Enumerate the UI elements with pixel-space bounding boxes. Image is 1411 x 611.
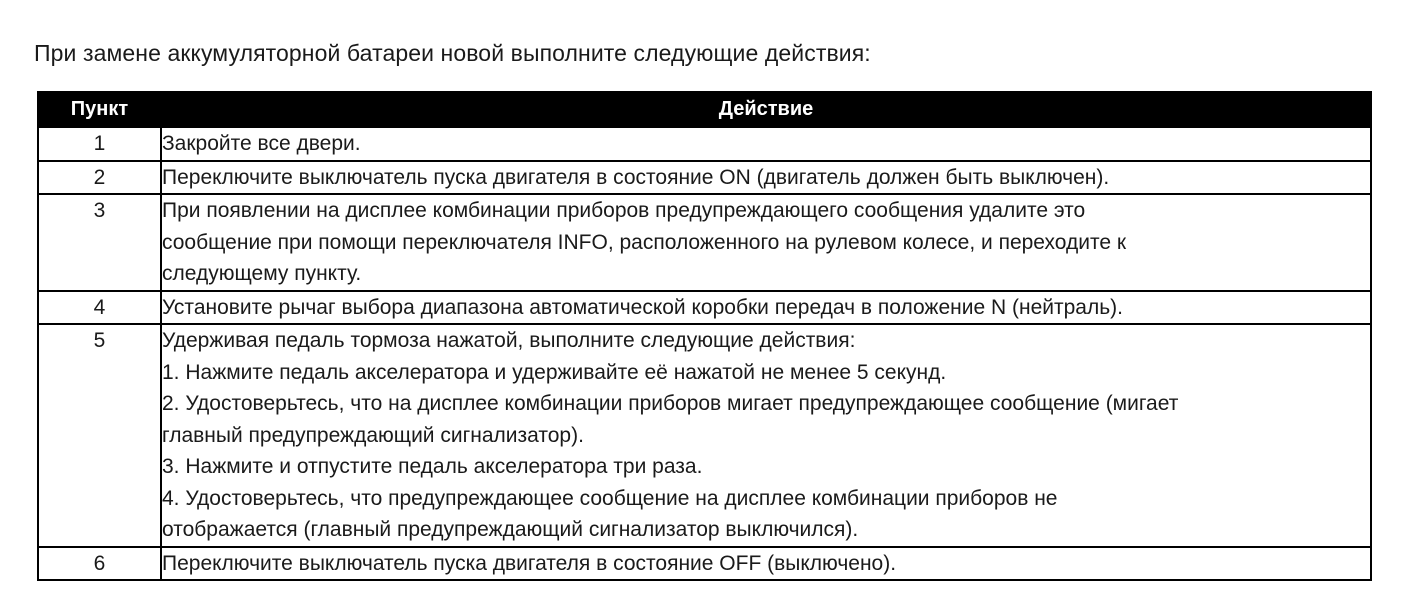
step-action-line: Установите рычаг выбора диапазона автоматической коробки передач в положение N (нейтраль). <box>162 295 1123 319</box>
step-action-line: Переключите выключатель пуска двигателя в состояние OFF (выключено). <box>162 551 897 575</box>
step-action <box>161 324 1371 547</box>
step-action-line: Закройте все двери. <box>162 132 361 155</box>
step-number: 4 <box>38 291 161 325</box>
table-row <box>38 161 1371 195</box>
step-action <box>161 291 1371 325</box>
step-action-line: сообщение при помощи переключателя INFO, расположенного на рулевом колесе, и переходите к <box>162 230 1127 254</box>
step-number: 3 <box>38 194 161 291</box>
table-row <box>38 127 1371 161</box>
table-row <box>38 291 1371 325</box>
step-action-line: Удерживая педаль тормоза нажатой, выполните следующие действия: <box>162 329 856 352</box>
step-action-line: 3. Нажмите и отпустите педаль акселератора три раза. <box>162 455 703 478</box>
step-action <box>161 161 1371 195</box>
step-action-line: 2. Удостоверьтесь, что на дисплее комбинации приборов мигает предупреждающее сообщение (мигает <box>162 392 1179 415</box>
step-number: 6 <box>38 547 161 581</box>
table-body <box>38 127 1371 580</box>
header-action: Действие <box>161 92 1371 127</box>
table-row <box>38 194 1371 291</box>
table-header-row <box>38 92 1371 127</box>
table-row <box>38 547 1371 581</box>
step-action-line: 4. Удостоверьтесь, что предупреждающее сообщение на дисплее комбинации приборов не <box>162 486 1058 510</box>
steps-table <box>37 91 1372 581</box>
step-action-line: отображается (главный предупреждающий сигнализатор выключился). <box>162 518 859 541</box>
step-action-line: следующему пункту. <box>162 262 362 285</box>
table-row <box>38 324 1371 547</box>
intro-text: При замене аккумуляторной батареи новой выполните следующие действия: <box>34 40 871 66</box>
header-num: Пункт <box>38 92 161 127</box>
step-action <box>161 194 1371 291</box>
step-action-line: При появлении на дисплее комбинации приборов предупреждающего сообщения удалите это <box>162 199 1086 222</box>
step-number: 5 <box>38 324 161 547</box>
step-number: 2 <box>38 161 161 195</box>
step-action <box>161 547 1371 581</box>
step-number: 1 <box>38 127 161 161</box>
step-action-line: 1. Нажмите педаль акселератора и удерживайте её нажатой не менее 5 секунд. <box>162 360 947 384</box>
step-action <box>161 127 1371 161</box>
step-action-line: Переключите выключатель пуска двигателя в состояние ON (двигатель должен быть выключен). <box>162 165 1110 189</box>
step-action-line: главный предупреждающий сигнализатор). <box>162 423 584 447</box>
